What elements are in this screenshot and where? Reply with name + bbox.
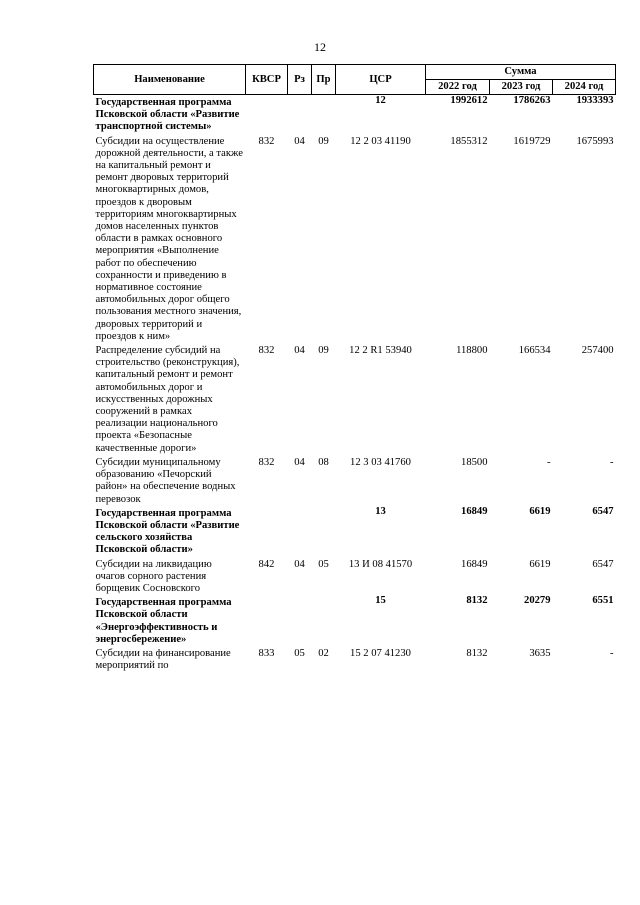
header-year-2023: 2023 год (490, 80, 553, 95)
cell-csr: 12 2 R1 53940 (349, 345, 412, 357)
header-row-1 (94, 65, 616, 80)
header-csr: ЦСР (336, 65, 426, 95)
cell-2023: 6619 (529, 558, 551, 570)
cell-2022: 1855312 (450, 135, 488, 147)
page-number: 12 (314, 40, 326, 54)
cell-kvsr: 832 (258, 456, 275, 468)
cell-name: Государственная программа Псковской области «Развитие транспортной системы» (95, 97, 240, 133)
header-rz: Рз (288, 65, 312, 95)
cell-name: Государственная программа Псковской области «Развитие сельского хозяйства Псковской области» (95, 507, 240, 556)
table-row (94, 646, 616, 672)
cell-kvsr (246, 506, 288, 557)
cell-kvsr (246, 95, 288, 134)
header-name: Наименование (94, 65, 246, 95)
cell-2023: 1619729 (513, 135, 551, 147)
cell-2024: 1933393 (576, 95, 614, 106)
cell-rz (288, 506, 312, 557)
table-row (94, 557, 616, 596)
table-row (94, 455, 616, 506)
cell-rz: 05 (294, 647, 305, 659)
cell-pr: 02 (318, 647, 329, 659)
cell-2023: 20279 (524, 595, 551, 607)
cell-name: Субсидии муниципальному образованию «Печорский район» на обеспечение водных перевозок (95, 456, 236, 505)
cell-kvsr: 832 (258, 135, 275, 147)
cell-2023: 1786263 (513, 95, 551, 106)
cell-2024: 257400 (581, 345, 614, 357)
cell-kvsr: 842 (258, 558, 275, 570)
cell-rz (288, 595, 312, 646)
cell-rz: 04 (294, 456, 305, 468)
cell-2023: 3635 (529, 647, 551, 659)
table-row (94, 134, 616, 343)
cell-pr: 09 (318, 345, 329, 357)
cell-csr: 15 (375, 595, 386, 607)
cell-2023: 6619 (529, 505, 551, 517)
cell-2023: 166534 (518, 345, 551, 357)
cell-name: Субсидии на ликвидацию очагов сорного растения борщевик Сосновского (95, 558, 212, 594)
cell-csr: 13 И 08 41570 (348, 558, 413, 570)
cell-csr: 12 2 03 41190 (350, 135, 411, 147)
cell-pr: 05 (318, 558, 329, 570)
cell-2024: 6547 (592, 505, 614, 517)
cell-2024: 6547 (592, 558, 614, 570)
program-row (94, 95, 616, 134)
program-row (94, 506, 616, 557)
cell-kvsr: 833 (258, 647, 275, 659)
table-row (94, 343, 616, 455)
cell-kvsr: 832 (258, 345, 275, 357)
cell-rz (288, 95, 312, 134)
cell-rz: 04 (294, 135, 305, 147)
header-pr: Пр (312, 65, 336, 95)
header-sum: Сумма (426, 65, 616, 80)
cell-2024: - (610, 456, 614, 468)
cell-2023: - (546, 456, 551, 468)
cell-2024: - (610, 647, 614, 659)
cell-2022: 118800 (456, 345, 488, 357)
cell-pr (312, 506, 336, 557)
header-year-2022: 2022 год (426, 80, 490, 95)
cell-2022: 16849 (461, 558, 488, 570)
cell-pr (312, 95, 336, 134)
cell-csr: 13 (375, 505, 386, 517)
cell-pr (312, 595, 336, 646)
cell-name: Субсидии на осуществление дорожной деятельности, а также на капитальный ремонт и ремонт дворовых территорий многоквартирных домов, проездов к дворовым территориям многоквартирных домов населенных пунктов области в рамках основного мероприятия «Выполнение работ по обеспечению сохранности и приведению в нормативное состояние автомобильных дорог общего пользования местного значения, дворовых территорий и проездов к ним» (95, 135, 243, 342)
cell-2022: 8132 (466, 647, 488, 659)
budget-table (93, 64, 616, 672)
cell-rz: 04 (294, 345, 305, 357)
cell-pr: 09 (318, 135, 329, 147)
cell-name: Распределение субсидий на строительство (реконструкция), капитальный ремонт и ремонт автомобильных дорог и искусственных дорожных сооружений в рамках реализации национального проекта «Безопасные качественные дороги» (95, 345, 240, 454)
header-year-2024: 2024 год (553, 80, 616, 95)
cell-2022: 1992612 (450, 95, 488, 106)
cell-kvsr (246, 595, 288, 646)
cell-csr: 15 2 07 41230 (350, 647, 411, 659)
cell-2022: 18500 (461, 456, 488, 468)
cell-name: Государственная программа Псковской области «Энергоэффективность и энергосбережение» (95, 597, 232, 645)
cell-2022: 8132 (466, 595, 488, 607)
cell-pr: 08 (318, 456, 329, 468)
cell-csr: 12 (375, 95, 386, 106)
cell-csr: 12 3 03 41760 (350, 456, 411, 468)
header-kvsr: КВСР (246, 65, 288, 95)
table-body (94, 95, 616, 673)
cell-name: Субсидии на финансирование мероприятий по (95, 647, 231, 672)
cell-2024: 6551 (592, 595, 614, 607)
cell-2024: 1675993 (576, 135, 614, 147)
cell-rz: 04 (294, 558, 305, 570)
cell-2022: 16849 (461, 505, 488, 517)
program-row (94, 595, 616, 646)
